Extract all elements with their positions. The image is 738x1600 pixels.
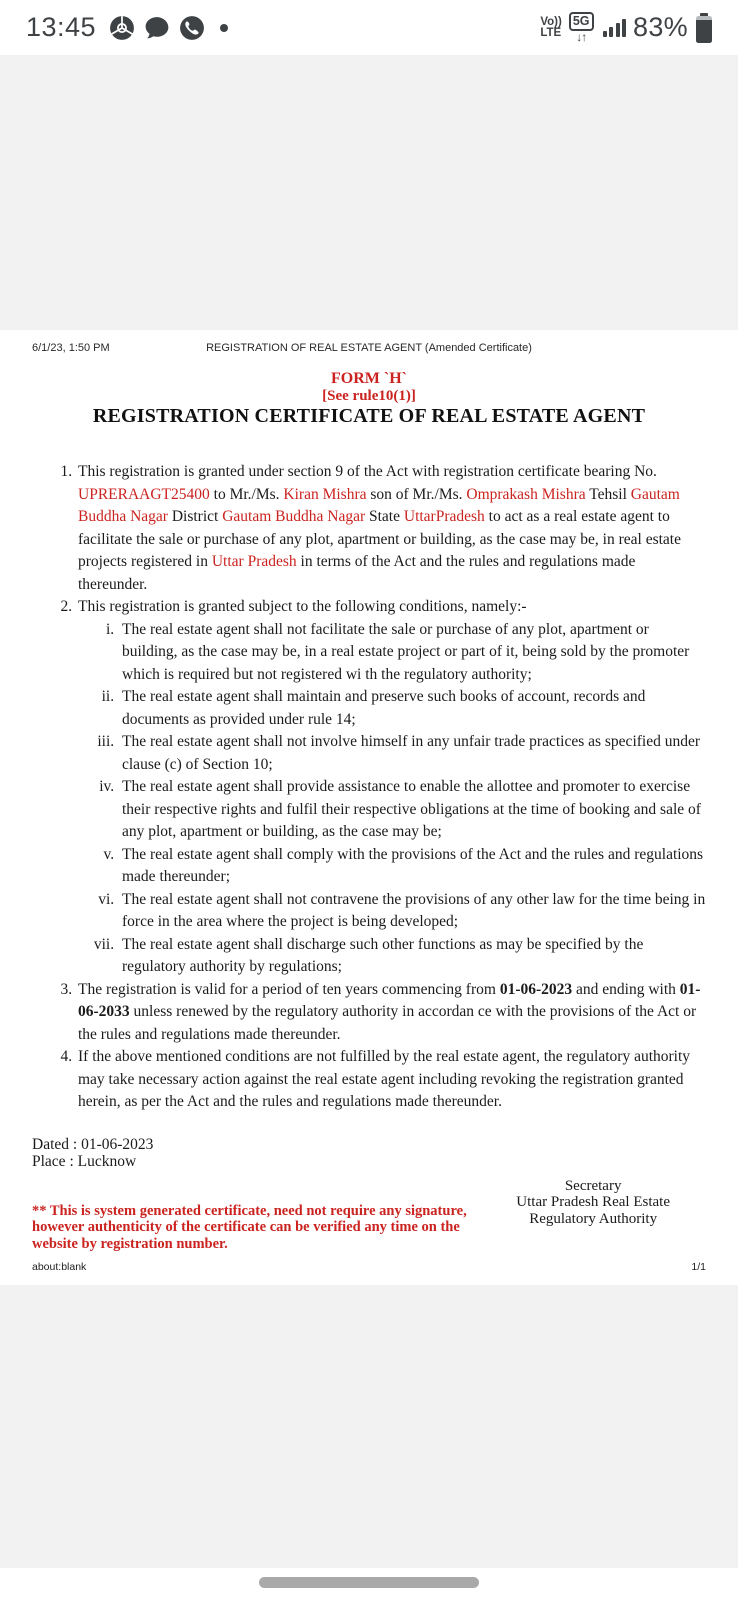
chat-icon [144,15,170,41]
term-item-4: 4. If the above mentioned conditions are not fulfilled by the real estate agent, the regulatory authority may take necessary action against the real estate agent including revoking the registration granted herein, as per the Act and the rules and regulations made thereunder. [76,1046,706,1114]
battery-icon [696,13,712,43]
gesture-bar [0,1568,738,1600]
term-item-2 [76,596,706,979]
condition-item-iv: iv. The real estate agent shall provide assistance to enable the allottee and promoter to exercise their respective rights and fulfil their respective obligations at the time of booking and sale of any plot, apartment or building, as the case may be; [118,776,706,844]
condition-item-iii: iii. The real estate agent shall not involve himself in any unfair trade practices as specified under clause (c) of Section 10; [118,731,706,776]
pdf-viewer-background-top [0,55,738,330]
volte-line1: Vo)) [540,15,562,28]
battery-percentage: 83% [633,12,688,42]
certificate-title: REGISTRATION CERTIFICATE OF REAL ESTATE AGENT [92,405,646,427]
rule-reference: [See rule10(1)] [322,388,416,404]
page-header-title: REGISTRATION OF REAL ESTATE AGENT (Amended Certificate) [206,342,532,354]
status-bar [0,0,738,55]
clock-time: 13:45 [26,12,97,42]
condition-item-i: i. The real estate agent shall not facilitate the sale or purchase of any plot, apartment or building, as the case may be, in a real estate project or part of it, being sold by the promoter which is required but not registered wi th the regulatory authority; [118,619,706,687]
chrome-icon [109,15,135,41]
term-item-1: 1. This registration is granted under section 9 of the Act with registration certificate bearing No. UPRERAAGT25400 to Mr./Ms. Kiran Mishra son of Mr./Ms. Omprakash Mishra Tehsil Gautam Buddha Nagar District Gautam Buddha Nagar State UttarPradesh to act as a real estate agent to facilitate the sale or purchase of any plot, apartment or building, as the case may be, in real estate projects registered in Uttar Pradesh in terms of the Act and the rules and regulations made thereunder. [76,461,706,596]
signature-block [516,1178,670,1228]
network-5g-indicator [569,12,594,44]
page-indicator: 1/1 [691,1261,706,1273]
form-number: FORM `H` [331,370,407,387]
terms-list [32,461,706,1114]
notification-dot-icon [220,24,228,32]
signatory-title: Secretary [564,1177,622,1194]
pdf-viewer-background-bottom [0,1285,738,1568]
dated-line: Dated : 01-06-2023 [32,1135,154,1153]
5g-icon: 5G [569,12,594,31]
home-indicator[interactable] [259,1577,479,1588]
place-line: Place : Lucknow [32,1153,137,1170]
system-generated-note: ** This is system generated certificate, need not require any signature, however authenticity of the certificate can be verified any time on the website by registration number. [32,1202,467,1252]
condition-item-ii: ii. The real estate agent shall maintain and preserve such books of account, records and documents as provided under rule 14; [118,686,706,731]
volte-indicator [540,17,562,39]
term-item-3: 3. The registration is valid for a period of ten years commencing from 01-06-2023 and ending with 01-06-2033 unless renewed by the regulatory authority in accordan ce with the provisions of the Act or the rules and regulations made thereunder. [76,979,706,1047]
condition-item-vi: vi. The real estate agent shall not contravene the provisions of any other law for the time being in force in the area where the project is being developed; [118,889,706,934]
authority-name-line-2: Regulatory Authority [529,1210,658,1227]
condition-item-vii: vii. The real estate agent shall discharge such other functions as may be specified by the regulatory authority by regulations; [118,934,706,979]
condition-item-v: v. The real estate agent shall comply with the provisions of the Act and the rules and regulations made thereunder; [118,844,706,889]
certificate-page [0,330,738,1285]
data-arrows-icon: ↓↑ [576,29,587,44]
printed-timestamp: 6/1/23, 1:50 PM [32,342,110,354]
term-item-2-intro: This registration is granted subject to the following conditions, namely:- [78,598,527,615]
authority-name-line-1: Uttar Pradesh Real Estate [516,1194,670,1210]
conditions-list [78,619,706,979]
signal-strength-icon [603,18,627,37]
phone-icon [179,15,205,41]
volte-line2: LTE [540,26,562,39]
footer-url: about:blank [32,1261,87,1273]
